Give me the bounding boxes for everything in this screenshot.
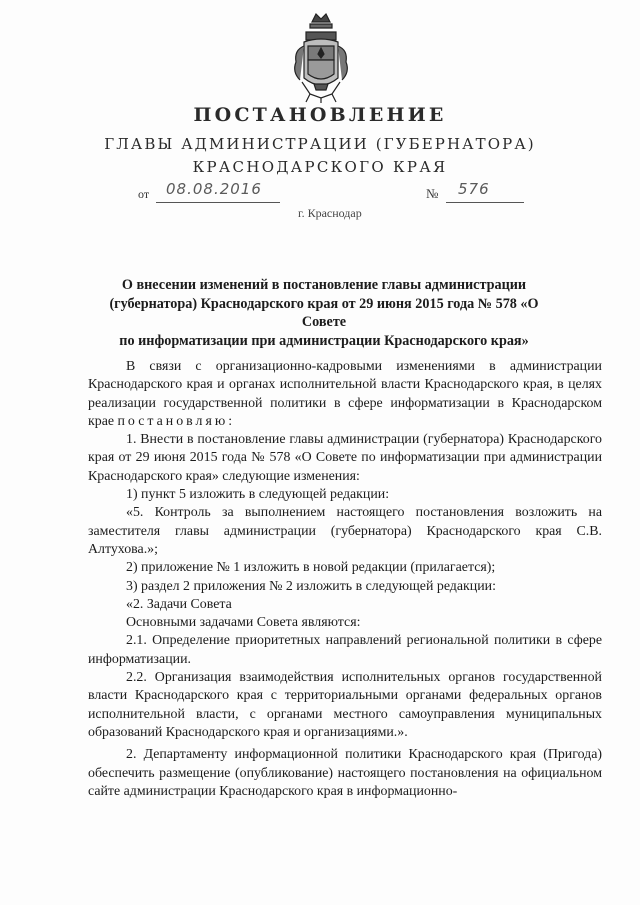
subitem-3-paragraph: 3) раздел 2 приложения № 2 изложить в следующей редакции: xyxy=(126,578,496,594)
task-2-2-paragraph: 2.2. Организация взаимодействия исполнительных органов государственной власти Краснодарского края с территориальными органами федеральных органов исполнительной власти, с органами местного самоуправления муниципальных образований Краснодарского края и организациями.». xyxy=(88,670,602,740)
date-prefix: от xyxy=(138,187,150,201)
document-body xyxy=(88,358,602,801)
city-name: г. Краснодар xyxy=(298,206,362,220)
item-2-paragraph: 2. Департаменту информационной политики Краснодарского края (Пригода) обеспечить размещение (опубликование) настоящего постановления на официальном сайте администрации Краснодарского края в информационно- xyxy=(88,747,602,799)
number-prefix: № xyxy=(426,186,439,201)
preamble-paragraph xyxy=(88,358,602,431)
decree-word: постановляю xyxy=(117,413,229,429)
issuing-authority-heading: ГЛАВЫ АДМИНИСТРАЦИИ (ГУБЕРНАТОРА) xyxy=(104,135,536,153)
region-heading: КРАСНОДАРСКОГО КРАЯ xyxy=(192,158,448,176)
handwritten-number: 576 xyxy=(458,180,490,198)
number-underline xyxy=(446,202,524,203)
title-line-1: О внесении изменений в постановление главы администрации xyxy=(121,277,527,293)
point-5-paragraph: «5. Контроль за выполнением настоящего постановления возложить на заместителя главы администрации (губернатора) Краснодарского края С.В. Алтухова.»; xyxy=(88,505,602,557)
handwritten-date: 08.08.2016 xyxy=(166,180,262,198)
subitem-1-paragraph: 1) пункт 5 изложить в следующей редакции: xyxy=(126,487,390,503)
subitem-2-paragraph: 2) приложение № 1 изложить в новой редакции (прилагается); xyxy=(126,560,496,576)
item-1-paragraph: 1. Внести в постановление главы администрации (губернатора) Краснодарского края от 29 июня 2015 года № 578 «О Совете по информатизации при администрации Краснодарского края» следующие изменения: xyxy=(88,432,602,484)
date-underline xyxy=(156,202,280,203)
tasks-intro-paragraph: Основными задачами Совета являются: xyxy=(126,615,361,631)
document-title xyxy=(88,276,560,350)
task-2-1-paragraph: 2.1. Определение приоритетных направлений региональной политики в сфере информатизации. xyxy=(88,633,602,667)
preamble-text: В связи с организационно-кадровыми изменениями в администрации Краснодарского края и органах исполнительной власти Краснодарского края, в целях реализации государственной политики в сфере информатизации в Краснодарском крае xyxy=(88,359,602,429)
title-line-3: по информатизации при администрации Краснодарского края» xyxy=(119,332,529,349)
title-line-2: (губернатора) Краснодарского края от 29 июня 2015 года № 578 «О Совете xyxy=(109,295,539,330)
krasnodar-coat-of-arms-icon xyxy=(290,12,352,104)
preamble-end: : xyxy=(228,413,233,429)
document-type-heading: ПОСТАНОВЛЕНИЕ xyxy=(193,104,447,126)
section-2-heading: «2. Задачи Совета xyxy=(126,596,232,612)
